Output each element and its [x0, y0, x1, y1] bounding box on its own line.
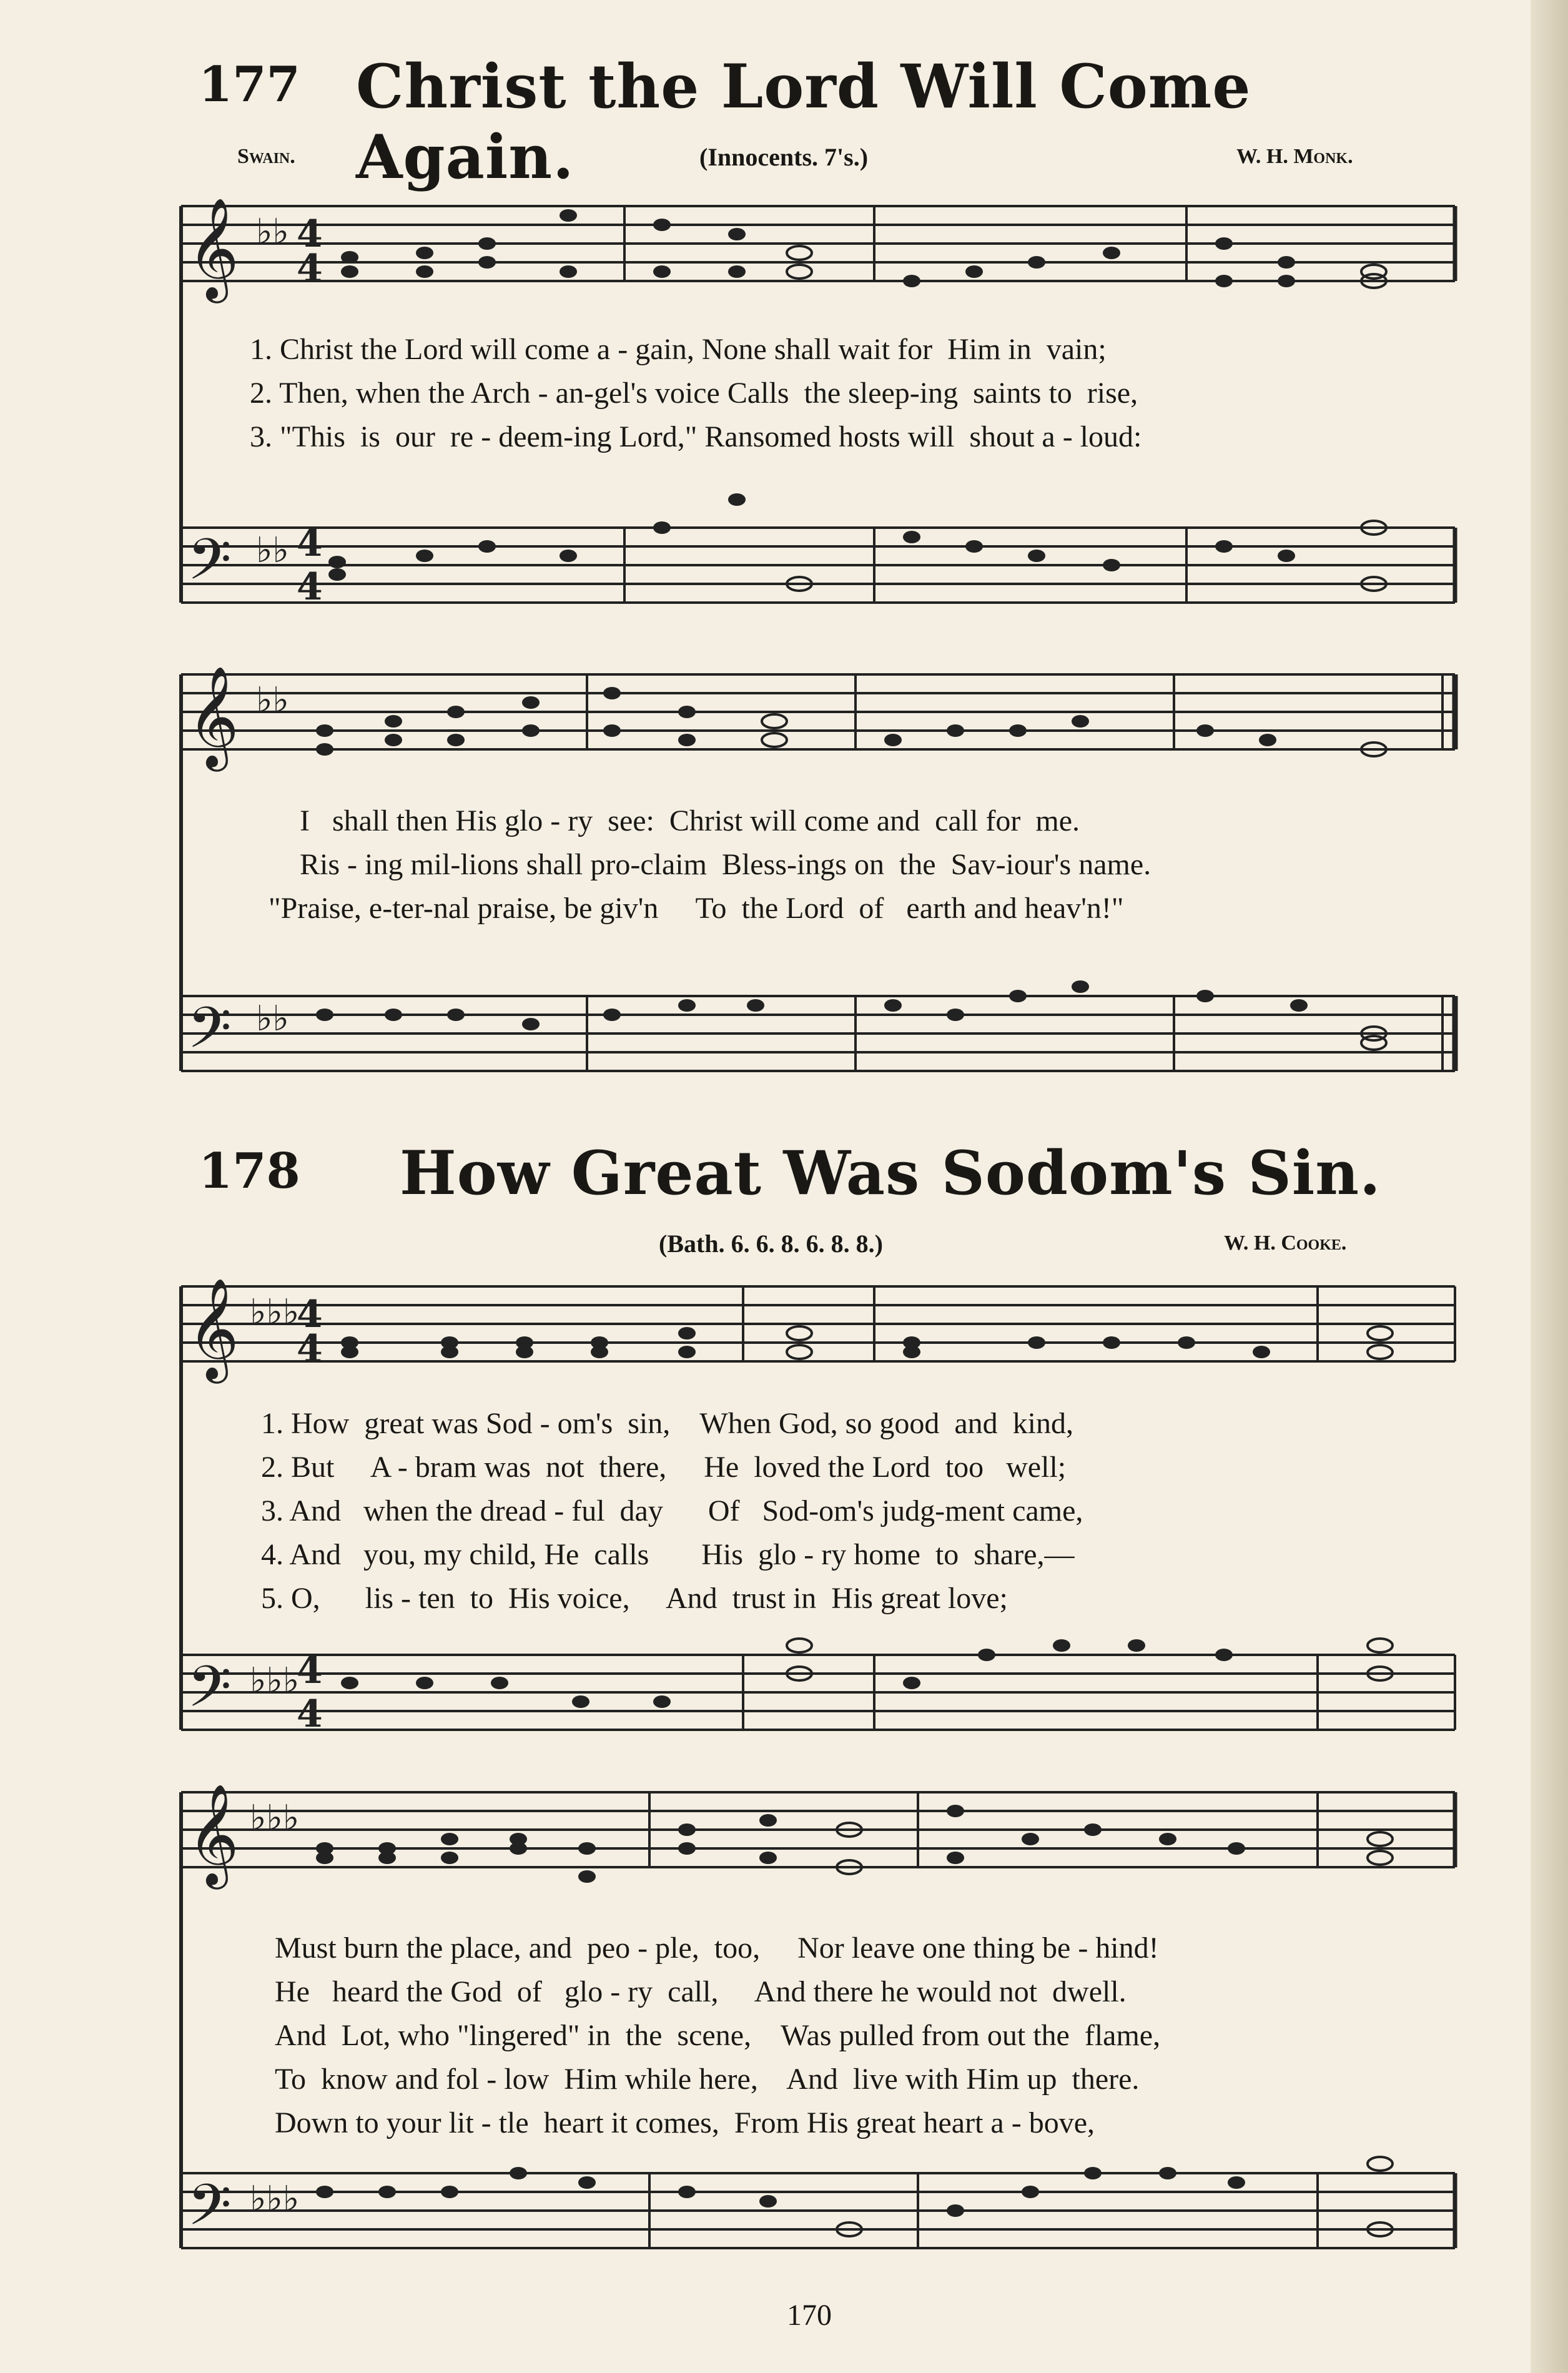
svg-text:𝄞: 𝄞 — [187, 1278, 239, 1379]
lyric-line: 4. And you, my child, He calls His glo - ry home to share,— — [261, 1538, 1075, 1571]
hymn-178-header — [187, 1138, 1456, 1243]
lyric-line: 1. How great was Sod - om's sin, When God, so good and kind, — [261, 1407, 1073, 1440]
hymn-title: Christ the Lord Will Come Again. — [356, 51, 1251, 192]
hymn-composer: W. H. Cooke. — [1224, 1231, 1347, 1255]
page-edge — [1531, 0, 1568, 2373]
hymn-title: How Great Was Sodom's Sin. — [400, 1138, 1381, 1208]
svg-text:♭♭♭: ♭♭♭ — [250, 2179, 300, 2219]
lyric-line: 2. Then, when the Arch - an-gel's voice Calls the sleep-ing saints to rise, — [250, 377, 1138, 410]
hymn-tune: (Innocents. 7's.) — [699, 143, 869, 171]
hymn-tune: (Bath. 6. 6. 8. 6. 8. 8.) — [659, 1230, 883, 1258]
lyric-line: 2. But A - bram was not there, He loved the Lord too well; — [261, 1451, 1067, 1484]
lyric-line: "Praise, e-ter-nal praise, be giv'n To the Lord of earth and heav'n!" — [269, 892, 1124, 925]
lyric-line: Ris - ing mil-lions shall pro-claim Bless-ings on the Sav-iour's name. — [300, 848, 1151, 881]
svg-text:𝄞: 𝄞 — [187, 197, 239, 299]
hymn-number: 178 — [199, 1143, 300, 1200]
svg-text:𝄢: 𝄢 — [187, 1654, 232, 1734]
lyric-line: Must burn the place, and peo - ple, too, Nor leave one thing be - hind! — [275, 1931, 1159, 1965]
svg-text:𝄞: 𝄞 — [187, 666, 239, 767]
hymn-number: 177 — [199, 56, 300, 113]
lyric-line: Down to your lit - tle heart it comes, From His great heart a - bove, — [275, 2106, 1095, 2139]
svg-text:4: 4 — [297, 565, 323, 609]
lyric-line: 5. O, lis - ten to His voice, And trust in His great love; — [261, 1582, 1008, 1615]
lyric-line: I shall then His glo - ry see: Christ will come and call for me. — [300, 804, 1080, 837]
svg-text:♭♭: ♭♭ — [256, 530, 289, 571]
lyric-line: He heard the God of glo - ry call, And there he would not dwell. — [275, 1975, 1127, 2008]
svg-text:♭♭: ♭♭ — [256, 212, 289, 252]
lyric-line: 3. And when the dread - ful day Of Sod-om's judg-ment came, — [261, 1494, 1083, 1527]
svg-text:♭♭♭: ♭♭♭ — [250, 1660, 300, 1701]
lyric-line: 3. "This is our re - deem-ing Lord," Ransomed hosts will shout a - loud: — [250, 420, 1142, 453]
svg-text:4: 4 — [297, 247, 323, 290]
svg-text:𝄢: 𝄢 — [187, 526, 232, 606]
svg-text:♭♭♭: ♭♭♭ — [250, 1798, 300, 1838]
svg-text:4: 4 — [297, 1293, 323, 1336]
svg-text:𝄞: 𝄞 — [187, 1783, 239, 1885]
svg-text:♭♭♭: ♭♭♭ — [250, 1292, 300, 1333]
svg-text:𝄢: 𝄢 — [187, 995, 232, 1075]
lyric-line: 1. Christ the Lord will come a - gain, None shall wait for Him in vain; — [250, 333, 1107, 366]
svg-text:4: 4 — [297, 212, 323, 256]
svg-text:4: 4 — [297, 1649, 323, 1692]
svg-text:♭♭: ♭♭ — [256, 999, 289, 1039]
svg-text:4: 4 — [297, 521, 323, 565]
svg-text:𝄢: 𝄢 — [187, 2172, 232, 2252]
svg-text:4: 4 — [297, 1692, 323, 1736]
hymn-composer: W. H. Monk. — [1236, 145, 1353, 168]
hymn-author: Swain. — [237, 145, 295, 168]
svg-text:4: 4 — [297, 1327, 323, 1371]
lyric-line: And Lot, who "lingered" in the scene, Was pulled from out the flame, — [275, 2019, 1161, 2052]
svg-text:♭♭: ♭♭ — [256, 680, 289, 721]
page-number: 170 — [787, 2299, 832, 2332]
lyric-line: To know and fol - low Him while here, And live with Him up there. — [275, 2063, 1140, 2096]
